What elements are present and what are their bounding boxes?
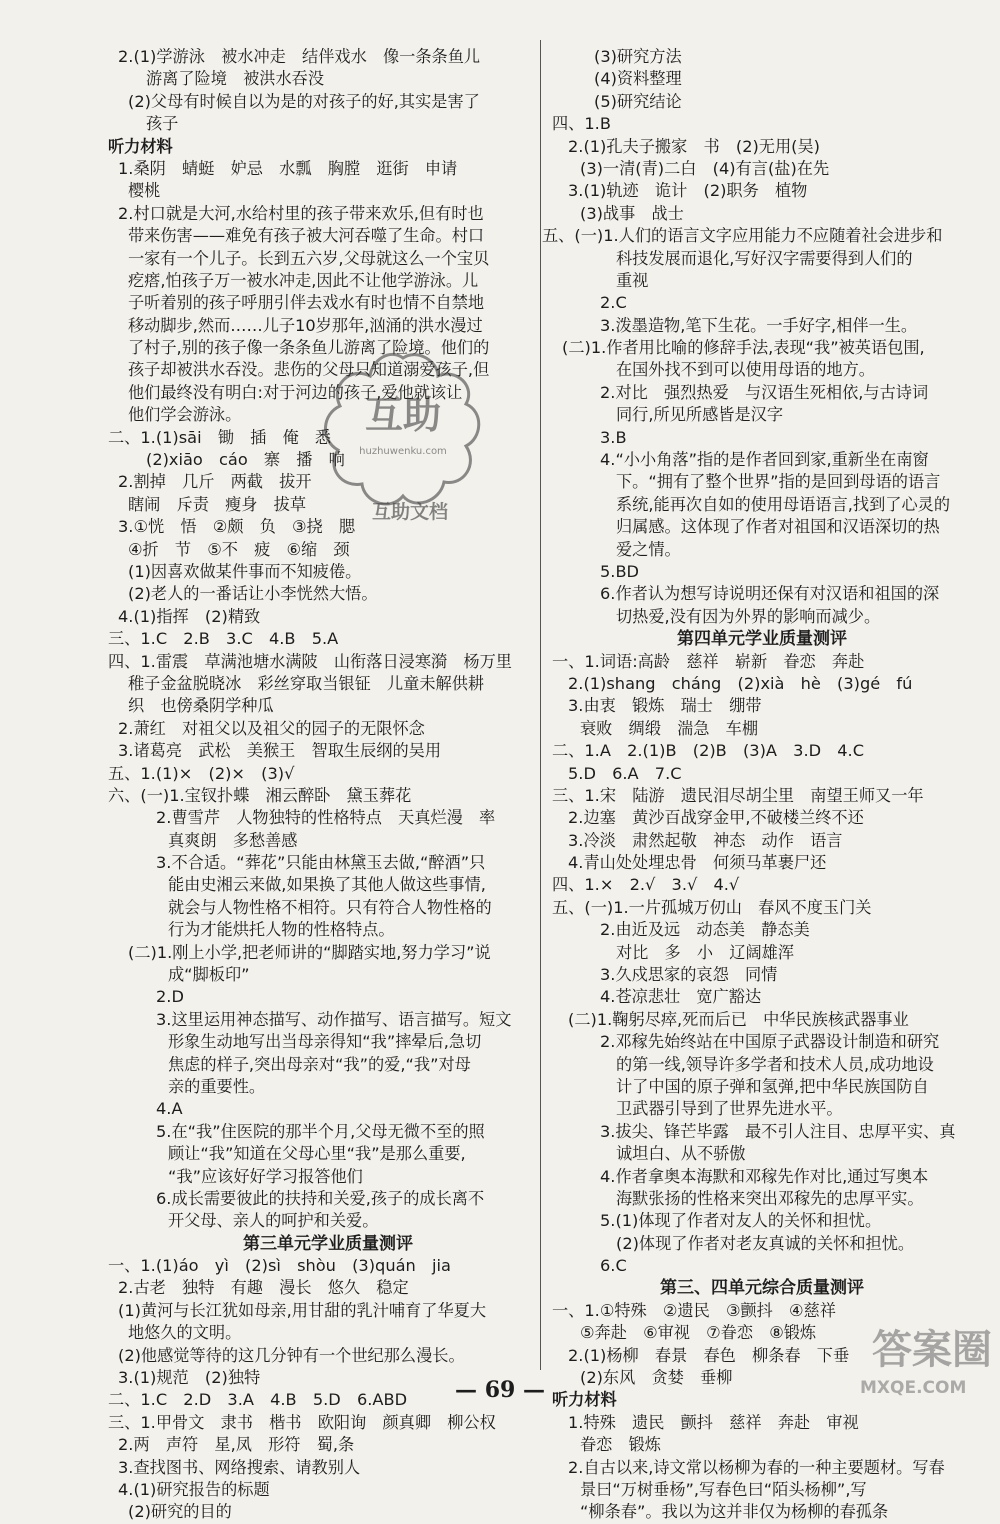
right-answer-line: 听力材料 xyxy=(552,1390,617,1410)
right-answer-line: (3)研究方法 xyxy=(594,47,682,66)
right-answer-line: 在国外找不到可以使用母语的地方。 xyxy=(616,360,875,380)
right-answer-line: (2)体现了作者对老友真诚的关怀和担忧。 xyxy=(616,1233,915,1253)
left-answer-line: 樱桃 xyxy=(128,181,161,201)
left-answer-line: 听力材料 xyxy=(108,136,173,156)
right-column xyxy=(542,46,972,1524)
right-answer-line: 4.作者拿奥本海默和邓稼先作对比,通过写奥本 xyxy=(600,1166,929,1186)
left-answer-line: 孩子 xyxy=(146,114,179,134)
left-answer-line: 3.这里运用神态描写、动作描写、语言描写。短文 xyxy=(156,1009,512,1029)
right-answer-line: 四、1.B xyxy=(552,114,611,134)
right-answer-line: 系统,能再次自如的使用母语语言,找到了心灵的 xyxy=(616,494,951,514)
left-answer-line: (2)他感觉等待的这几分钟有一个世纪那么漫长。 xyxy=(118,1345,465,1365)
right-answer-line: 五、(一)1.人们的语言文字应用能力不应随着社会进步和 xyxy=(542,226,943,246)
right-answer-line: 3.由衷 锻炼 瑞士 绷带 xyxy=(568,696,762,716)
watermark-stamp xyxy=(318,346,488,516)
left-answer-line: 游离了险境 被洪水吞没 xyxy=(146,69,325,89)
left-answer-line: 3.不合适。“葬花”只能由林黛玉去做,“醉酒”只 xyxy=(156,853,486,873)
left-answer-line: 1.桑阴 蜻蜓 妒忌 水瓢 胸膛 逛街 申请 xyxy=(118,158,458,178)
left-answer-line: 行为才能烘托人物的性格特点。 xyxy=(168,920,395,940)
right-answer-line: 3.B xyxy=(600,427,627,447)
left-answer-line: 他们最终没有明白:对于河边的孩子,爱他就该让 xyxy=(128,382,463,402)
right-answer-line: 4.苍凉悲壮 宽广豁达 xyxy=(600,987,762,1007)
right-answer-line: (二)1.鞠躬尽瘁,死而后已 中华民族核武器事业 xyxy=(568,1009,909,1029)
left-answer-line: (1)因喜欢做某件事而不知疲倦。 xyxy=(128,561,362,581)
left-answer-line: 六、(一)1.宝钗扑蝶 湘云醉卧 黛玉葬花 xyxy=(108,785,412,805)
right-answer-line: 3.泼墨造物,笔下生花。一手好字,相伴一生。 xyxy=(600,315,918,335)
right-answer-line: 三、1.宋 陆游 遗民泪尽胡尘里 南望王师又一年 xyxy=(552,785,924,805)
right-answer-line: (2)东风 贪婪 垂柳 xyxy=(580,1368,733,1388)
left-answer-line: 2.萧红 对祖父以及祖父的园子的无限怀念 xyxy=(118,718,425,738)
left-answer-line: (1)黄河与长江犹如母亲,用甘甜的乳汁哺育了华夏大 xyxy=(118,1300,487,1320)
left-answer-line: (2)研究的目的 xyxy=(128,1502,232,1522)
corner-url: MXQE.COM xyxy=(860,1378,967,1398)
left-answer-line: 2.D xyxy=(156,987,184,1007)
left-answer-line: 2.村口就是大河,水给村里的孩子带来欢乐,但有时也 xyxy=(118,203,484,223)
left-answer-line: 6.成长需要彼此的扶持和关爱,孩子的成长离不 xyxy=(156,1188,485,1208)
right-answer-line: 2.C xyxy=(600,293,627,313)
right-answer-line: 4.“小小角落”指的是作者回到家,重新坐在南窗 xyxy=(600,450,929,470)
right-answer-line: 对比 多 小 辽阔雄浑 xyxy=(616,942,795,962)
right-answer-line: 归属感。这体现了作者对祖国和汉语深切的热 xyxy=(616,517,940,537)
left-answer-line: 开父母、亲人的呵护和关爱。 xyxy=(168,1211,379,1231)
right-answer-line: 的第一线,领导许多学者和技术人员,成功地设 xyxy=(616,1054,934,1074)
left-answer-line: 带来伤害——难免有孩子被大河吞噬了生命。村口 xyxy=(128,226,485,246)
right-answer-line: 1.特殊 遗民 颤抖 慈祥 奔赴 审视 xyxy=(568,1412,859,1432)
left-answer-line: 真爽朗 多愁善感 xyxy=(168,830,298,850)
left-answer-line: 二、1.(1)sāi 锄 插 俺 悉 xyxy=(108,427,332,447)
left-answer-line: 三、1.C 2.B 3.C 4.B 5.A xyxy=(108,629,339,649)
left-answer-line: 4.A xyxy=(156,1099,183,1119)
right-answer-line: 2.邓稼先始终站在中国原子武器设计制造和研究 xyxy=(600,1032,940,1052)
left-answer-line: (2)老人的一番话让小李恍然大悟。 xyxy=(128,584,378,604)
left-answer-line: 子听着别的孩子呼朋引伴去戏水有时也情不自禁地 xyxy=(128,293,485,313)
right-answer-line: (5)研究结论 xyxy=(594,91,682,111)
left-answer-line: 了村子,别的孩子像一条条鱼儿游离了险境。他们的 xyxy=(128,338,490,358)
stamp-text: 互助 xyxy=(364,393,442,437)
column-divider xyxy=(540,40,541,1370)
right-answer-line: 景曰“万树垂杨”,写春色曰“陌头杨柳”,写 xyxy=(580,1480,867,1499)
right-answer-line: ⑤奔赴 ⑥审视 ⑦眷恋 ⑧锻炼 xyxy=(580,1323,817,1343)
right-answer-line: 切热爱,没有因为外界的影响而减少。 xyxy=(616,606,881,626)
left-answer-line: 四、1.雷震 草满池塘水满陂 山衔落日浸寒漪 杨万里 xyxy=(108,651,512,671)
left-answer-line: 3.(1)规范 (2)独特 xyxy=(118,1368,261,1388)
right-answer-line: 卫武器引导到了世界先进水平。 xyxy=(616,1099,843,1119)
stamp-url: huzhuwenku.com xyxy=(359,446,447,457)
left-answer-line: 移动脚步,然而……儿子10岁那年,汹涌的洪水漫过 xyxy=(128,315,483,335)
right-answer-line: 爱之情。 xyxy=(616,539,681,559)
left-answer-line: 三、1.甲骨文 隶书 楷书 欧阳询 颜真卿 柳公权 xyxy=(108,1412,496,1432)
left-answer-line: 4.(1)指挥 (2)精致 xyxy=(118,606,261,626)
left-answer-line: 就会与人物性格不相符。只有符合人物性格的 xyxy=(168,897,492,917)
right-answer-line: 2.边塞 黄沙百战穿金甲,不破楼兰终不还 xyxy=(568,808,864,828)
right-answer-line: 5.(1)体现了作者对友人的关怀和担忧。 xyxy=(600,1211,882,1231)
right-answer-line: 2.对比 强烈热爱 与汉语生死相依,与古诗词 xyxy=(600,382,929,402)
left-answer-line: 亲的重要性。 xyxy=(168,1076,266,1096)
section-heading: 第三单元学业质量测评 xyxy=(243,1233,413,1254)
right-answer-line: 3.冷淡 肃然起敬 神态 动作 语言 xyxy=(568,830,843,850)
right-answer-line: 2.(1)孔夫子搬家 书 (2)无用(吴) xyxy=(568,136,820,156)
left-answer-line: (二)1.刚上小学,把老师讲的“脚踏实地,努力学习”说 xyxy=(128,942,491,962)
right-answer-line: 2.(1)shang cháng (2)xià hè (3)gé fú xyxy=(568,673,913,693)
right-answer-line: 二、1.A 2.(1)B (2)B (3)A 3.D 4.C xyxy=(552,741,865,761)
right-answer-line: 眷恋 锻炼 xyxy=(580,1435,661,1455)
left-answer-line: 织 也傍桑阴学种瓜 xyxy=(128,696,274,716)
left-answer-line: 成“脚板印” xyxy=(168,965,250,985)
left-answer-line: 地悠久的文明。 xyxy=(128,1323,242,1343)
left-answer-line: 一、1.(1)áo yì (2)sì shòu (3)quán jia xyxy=(108,1256,451,1276)
watermark-caption: 互助文档 xyxy=(372,501,449,523)
right-answer-line: “柳条春”。我以为这并非仅为杨柳的春孤条 xyxy=(580,1502,889,1522)
left-column xyxy=(108,46,538,1524)
left-answer-line: 二、1.C 2.D 3.A 4.B 5.D 6.ABD xyxy=(108,1390,408,1410)
right-answer-line: 下。“拥有了整个世界”指的是回到母语的语言 xyxy=(616,472,941,492)
right-answer-line: (二)1.作者用比喻的修辞手法,表现“我”被英语包围, xyxy=(562,338,925,358)
left-answer-line: 焦虑的样子,突出母亲对“我”的爱,“我”对母 xyxy=(168,1054,471,1074)
left-answer-line: (2)xiāo cáo 寨 播 响 xyxy=(146,450,345,470)
corner-logo: 答案圈 xyxy=(872,1327,992,1373)
right-answer-line: 4.青山处处埋忠骨 何须马革裹尸还 xyxy=(568,853,827,873)
right-answer-line: 一、1.词语:高龄 慈祥 崭新 眷恋 奔赴 xyxy=(552,651,865,671)
right-answer-line: 6.C xyxy=(600,1256,627,1276)
left-answer-line: 顾让“我”知道在父母心里“我”是那么重要, xyxy=(168,1144,466,1164)
right-answer-line: 四、1.× 2.√ 3.√ 4.√ xyxy=(552,875,740,895)
left-answer-line: “我”应该好好学习报答他们 xyxy=(168,1166,363,1186)
left-answer-line: 稚子金盆脱晓冰 彩丝穿取当银钲 儿童未解供耕 xyxy=(128,673,485,693)
left-answer-line: 2.两 声符 星,凤 形符 蜀,条 xyxy=(118,1435,355,1455)
right-answer-line: 同行,所见所感皆是汉字 xyxy=(616,405,784,425)
left-answer-line: 孩子却被洪水吞没。悲伤的父母只知道溺爱孩子,但 xyxy=(128,360,490,380)
left-answer-line: 他们学会游泳。 xyxy=(128,405,242,425)
left-answer-line: ④折 节 ⑤不 疲 ⑥缩 颈 xyxy=(128,539,350,559)
left-answer-line: 一家有一个儿子。长到五六岁,父母就这么一个宝贝 xyxy=(128,248,490,268)
section-heading: 第四单元学业质量测评 xyxy=(677,629,847,650)
left-answer-line: 2.古老 独特 有趣 漫长 悠久 稳定 xyxy=(118,1278,409,1298)
right-answer-line: 5.D 6.A 7.C xyxy=(568,763,682,783)
right-answer-line: 科技发展而退化,写好汉字需要得到人们的 xyxy=(616,248,913,268)
right-answer-line: 2.(1)杨柳 春景 春色 柳条春 下垂 xyxy=(568,1345,850,1365)
right-answer-line: 计了中国的原子弹和氢弹,把中华民族国防自 xyxy=(616,1076,929,1096)
right-answer-line: 重视 xyxy=(616,270,649,290)
left-answer-line: 疙瘩,怕孩子万一被水冲走,因此不让他学游泳。儿 xyxy=(128,270,479,290)
right-answer-line: (4)资料整理 xyxy=(594,69,682,89)
right-answer-line: (3)战事 战士 xyxy=(580,203,684,223)
left-answer-line: 能由史湘云来做,如果换了其他人做这些事情, xyxy=(168,875,486,895)
right-answer-line: 3.拔尖、锋芒毕露 最不引人注目、忠厚平实、真 xyxy=(600,1121,956,1141)
right-answer-line: 一、1.①特殊 ②遗民 ③颤抖 ④慈祥 xyxy=(552,1300,836,1320)
left-answer-line: 2.(1)学游泳 被水冲走 结伴戏水 像一条条鱼儿 xyxy=(118,47,481,66)
left-answer-line: 4.(1)研究报告的标题 xyxy=(118,1480,270,1499)
left-answer-line: 五、1.(1)× (2)× (3)√ xyxy=(108,763,295,783)
right-answer-line: 3.(1)轨迹 诡计 (2)职务 植物 xyxy=(568,181,808,201)
left-answer-line: 2.割掉 几斤 两截 拔开 xyxy=(118,472,312,492)
left-answer-line: (2)父母有时候自以为是的对孩子的好,其实是害了 xyxy=(128,91,480,111)
right-answer-line: 5.BD xyxy=(600,561,640,581)
left-answer-line: 3.诸葛亮 武松 美猴王 智取生辰纲的吴用 xyxy=(118,741,442,761)
left-answer-line: 形象生动地写出当母亲得知“我”摔晕后,急切 xyxy=(168,1032,482,1052)
right-answer-line: 3.久戍思家的哀怨 同情 xyxy=(600,965,778,985)
section-heading: 第三、四单元综合质量测评 xyxy=(660,1278,864,1299)
left-answer-line: 2.曹雪芹 人物独特的性格特点 天真烂漫 率 xyxy=(156,808,496,828)
right-answer-line: 衰败 绸缎 湍急 车棚 xyxy=(580,718,759,738)
left-answer-line: 3.查找图书、网络搜索、请教别人 xyxy=(118,1457,361,1477)
page-number: — 69 — xyxy=(455,1377,545,1403)
right-answer-line: 五、(一)1.一片孤城万仞山 春风不度玉门关 xyxy=(552,897,872,917)
right-answer-line: 6.作者认为想写诗说明还保有对汉语和祖国的深 xyxy=(600,584,940,604)
left-answer-line: 3.①恍 悟 ②颇 负 ③挠 腮 xyxy=(118,517,356,537)
right-answer-line: 海默张扬的性格来突出邓稼先的忠厚平实。 xyxy=(616,1188,924,1208)
right-answer-line: 2.自古以来,诗文常以杨柳为春的一种主要题材。写春 xyxy=(568,1457,945,1477)
right-answer-line: 2.由近及远 动态美 静态美 xyxy=(600,920,810,940)
right-answer-line: 诚坦白、从不骄傲 xyxy=(616,1144,746,1164)
right-answer-line: (3)一清(青)二白 (4)有言(盐)在先 xyxy=(580,158,830,178)
left-answer-line: 5.在“我”住医院的那半个月,父母无微不至的照 xyxy=(156,1121,485,1141)
left-answer-line: 瞎闹 斥责 瘦身 拔草 xyxy=(128,494,307,514)
